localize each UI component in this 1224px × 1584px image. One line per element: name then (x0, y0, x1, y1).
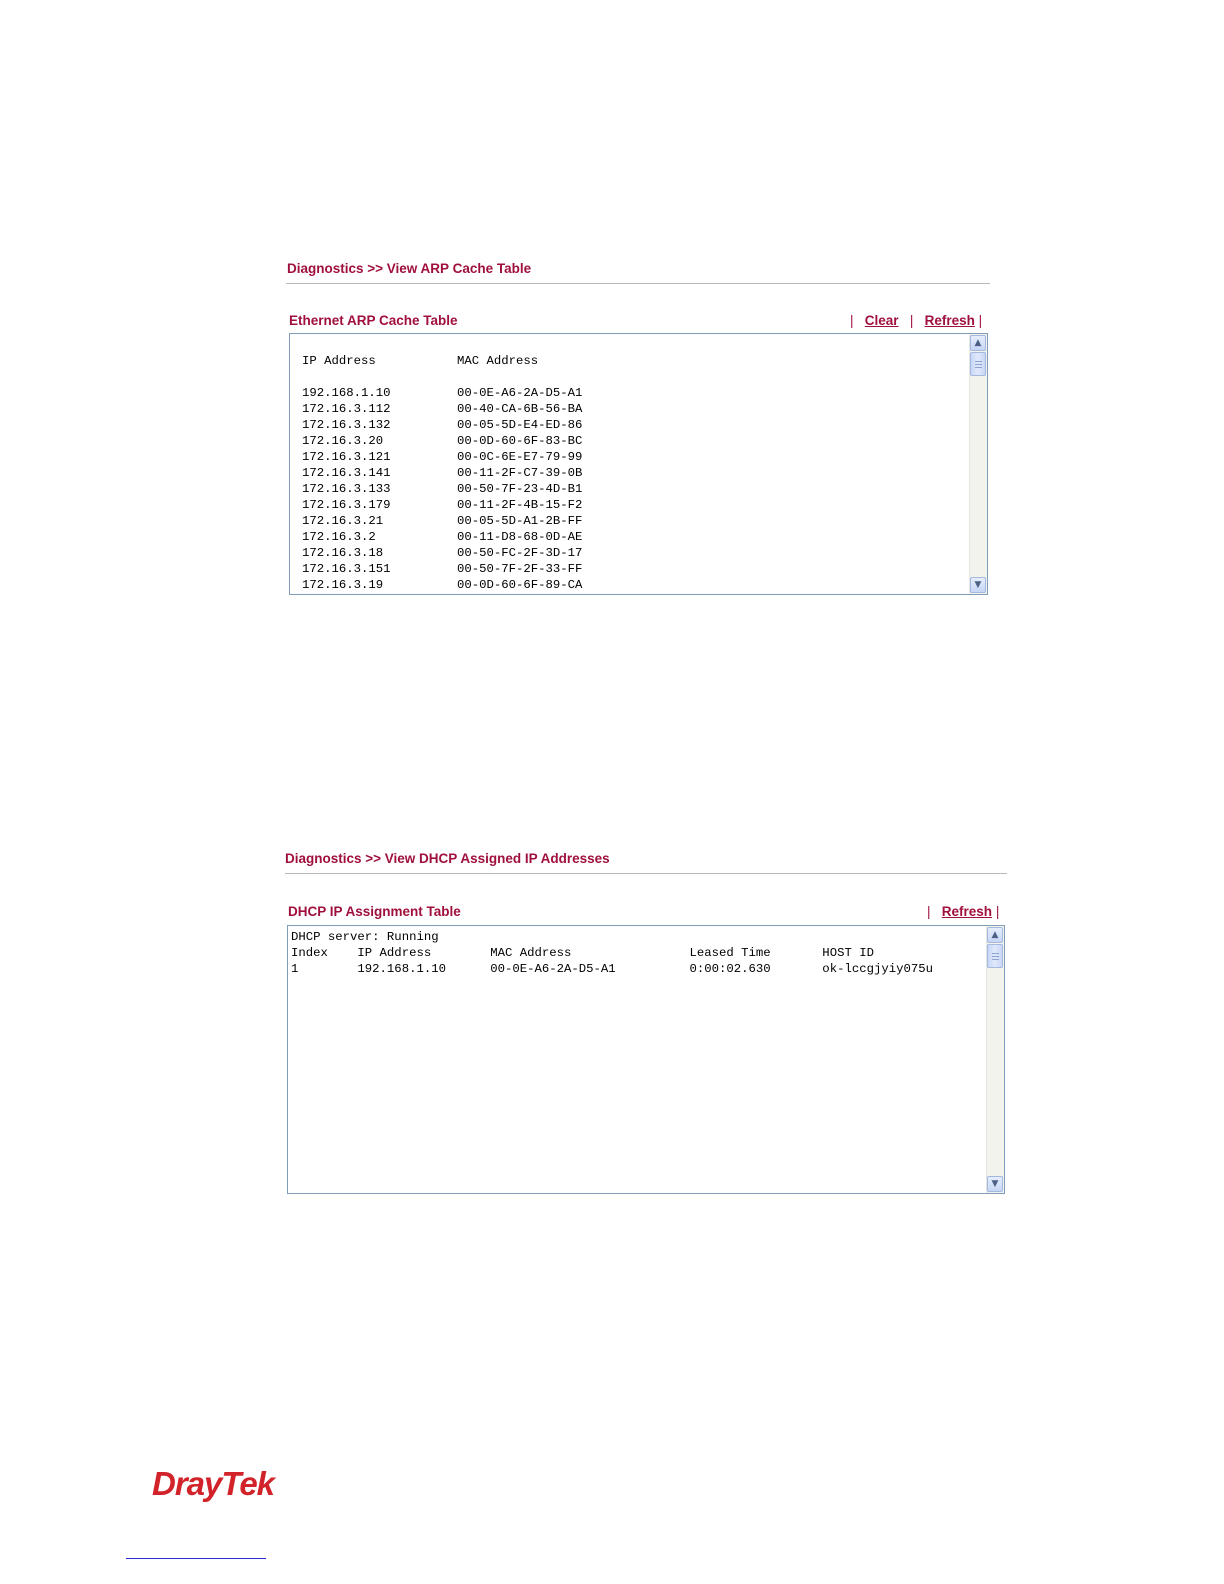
scroll-down-arrow-icon[interactable]: ▼ (987, 1176, 1003, 1192)
dhcp-actions (927, 904, 999, 919)
draytek-logo: DrayTek (152, 1465, 275, 1502)
scroll-down-arrow-icon[interactable]: ▼ (970, 577, 986, 593)
arp-table-text: IP Address MAC Address 192.168.1.10 00-0E-A6-2A-D5-A1 172.16.3.112 00-40-CA-6B-56-BA 172.16.3.132 00-05-5D-E4-ED-86 172.16.3.20 00-0D-60-6F-83-BC 172.16.3.121 00-0C-6E-E7-79-99 172.16.3.141 00-11-2F-C7-39-0B 172.16.3.133 00-50-7F-23-4D-B1 172.16.3.179 00-11-2F-4B-15-F2 172.16.3.21 00-05-5D-A1-2B-FF 172.16.3.2 00-11-D8-68-0D-AE 172.16.3.18 00-50-FC-2F-3D-17 172.16.3.151 00-50-7F-2F-33-FF 172.16.3.19 00-0D-60-6F-89-CA (302, 354, 583, 592)
dhcp-table-text: DHCP server: Running Index IP Address MAC Address Leased Time HOST ID 1 192.168.1.10 00-0E-A6-2A-D5-A1 0:00:02.630 ok-lccgjyiy075u (291, 930, 934, 976)
scroll-up-arrow-icon[interactable]: ▲ (970, 335, 986, 351)
separator: | (850, 313, 854, 328)
separator: | (995, 904, 1000, 919)
arp-divider (286, 283, 990, 284)
refresh-link[interactable]: Refresh (941, 904, 993, 919)
scroll-thumb[interactable] (970, 352, 986, 376)
arp-actions (850, 313, 982, 328)
footer-rule (126, 1558, 266, 1559)
dhcp-scrollbar[interactable] (986, 926, 1004, 1193)
dhcp-section-title: DHCP IP Assignment Table (288, 904, 461, 919)
refresh-link[interactable]: Refresh (924, 313, 975, 328)
arp-scrollbar[interactable] (969, 334, 987, 594)
dhcp-table-box[interactable] (287, 925, 1005, 1194)
separator: | (978, 313, 983, 328)
dhcp-divider (285, 873, 1007, 874)
scroll-thumb[interactable] (987, 944, 1003, 968)
separator: | (909, 313, 914, 328)
dhcp-breadcrumb: Diagnostics >> View DHCP Assigned IP Addresses (285, 851, 610, 866)
scroll-up-arrow-icon[interactable]: ▲ (987, 927, 1003, 943)
arp-section-title: Ethernet ARP Cache Table (289, 313, 458, 328)
arp-table-box[interactable] (289, 333, 988, 595)
clear-link[interactable]: Clear (864, 313, 899, 328)
separator: | (927, 904, 931, 919)
arp-breadcrumb: Diagnostics >> View ARP Cache Table (287, 261, 532, 276)
